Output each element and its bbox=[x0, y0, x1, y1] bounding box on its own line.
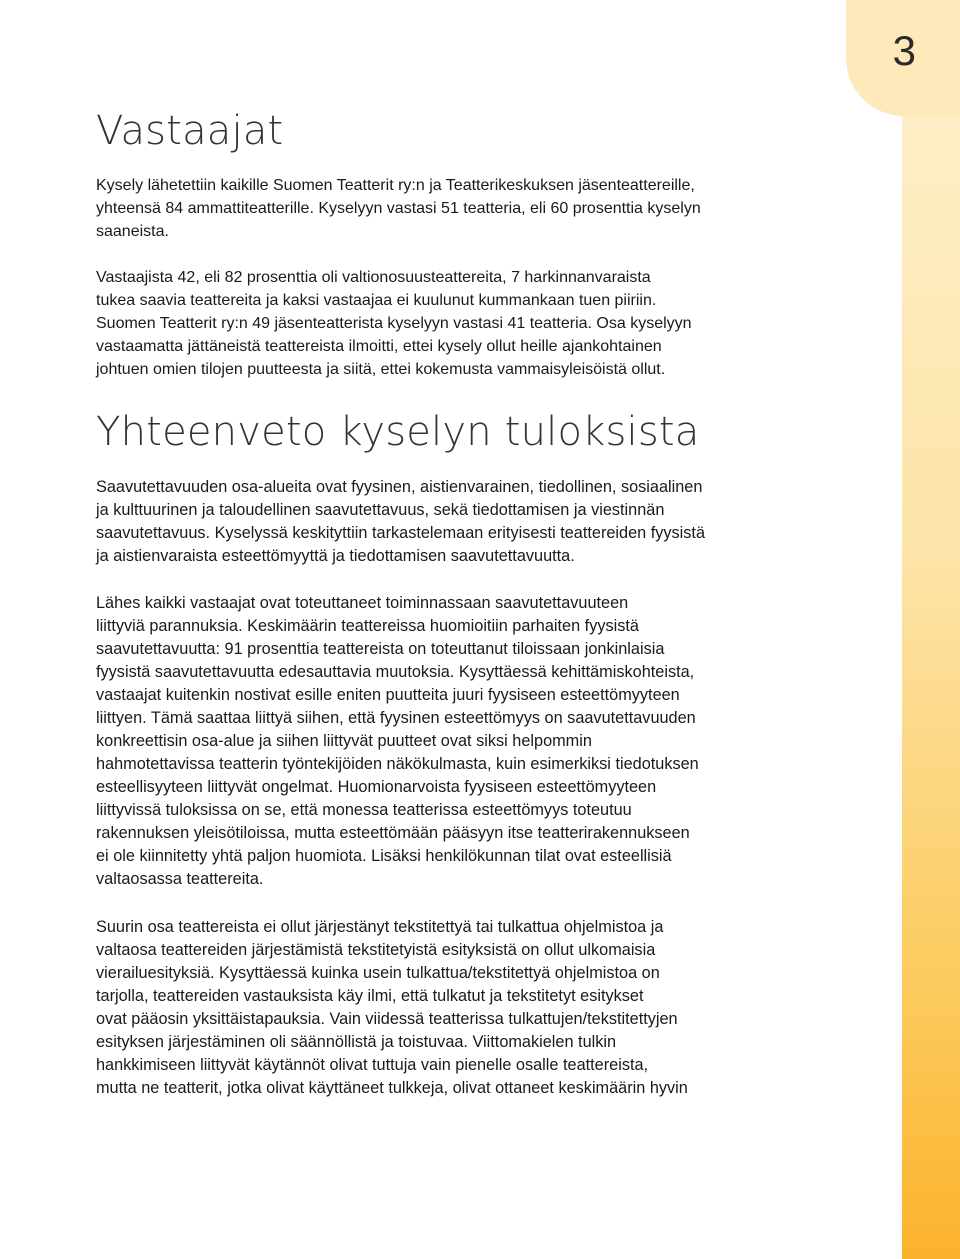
text-line: Suurin osa teattereista ei ollut järjestänyt tekstitettyä tai tulkattua ohjelmistoa ja bbox=[96, 918, 664, 936]
decorative-side-strip bbox=[902, 0, 960, 1259]
page-number: 3 bbox=[892, 27, 916, 74]
text-line: valtaosa teattereiden järjestämistä tekstitetyistä esityksistä on ollut ulkomaisia bbox=[96, 941, 656, 959]
section-heading-yhteenveto: Yhteenveto kyselyn tuloksista bbox=[96, 409, 700, 455]
text-line: saavutettavuutta: 91 prosenttia teattereista on toteuttanut tiloissaan jonkinlaisia bbox=[96, 640, 665, 658]
text-line: Kysely lähetettiin kaikille Suomen Teatterit ry:n ja Teatterikeskuksen jäsenteattereille, bbox=[96, 177, 695, 194]
text-line: johtuen omien tilojen puutteesta ja siitä, ettei kokemusta vammaisyleisöistä ollut. bbox=[96, 361, 666, 378]
text-line: hahmotettavissa teatterin työntekijöiden näkökulmasta, kuin esimerkiksi tiedotuksen bbox=[96, 755, 699, 773]
text-line: esityksen järjestäminen oli säännöllistä ja toistuvaa. Viittomakielen tulkin bbox=[96, 1033, 617, 1051]
text-line: saaneista. bbox=[96, 223, 169, 240]
text-line: liittyviä parannuksia. Keskimäärin teattereissa huomioitiin parhaiten fyysistä bbox=[96, 617, 639, 635]
text-line: ja kulttuurinen ja taloudellinen saavutettavuus, sekä tiedottamisen ja viestinnän bbox=[96, 501, 665, 519]
text-line: fyysistä saavutettavuutta edesauttavia muutoksia. Kysyttäessä kehittämiskohteista, bbox=[96, 663, 695, 681]
text-line: saavutettavuus. Kyselyssä keskityttiin tarkastelemaan erityisesti teattereiden fyysistä bbox=[96, 524, 706, 542]
text-line: rakennuksen yleisötiloissa, mutta esteettömään pääsyyn itse teatterirakennukseen bbox=[96, 824, 690, 842]
text-line: Saavutettavuuden osa-alueita ovat fyysinen, aistienvarainen, tiedollinen, sosiaalinen bbox=[96, 478, 703, 496]
text-line: valtaosassa teattereita. bbox=[96, 870, 264, 888]
paragraph-yhteenveto-3 bbox=[96, 916, 776, 1100]
text-line: vastaajat kuitenkin nostivat esille eniten puutteita juuri fyysiseen esteettömyyteen bbox=[96, 686, 680, 704]
paragraph-vastaajat-1 bbox=[96, 174, 786, 243]
text-line: mutta ne teatterit, jotka olivat käyttäneet tulkkeja, olivat ottaneet keskimäärin hyvin bbox=[96, 1079, 688, 1097]
text-line: ei ole kiinnitetty yhtä paljon huomiota. Lisäksi henkilökunnan tilat ovat esteellisiä bbox=[96, 847, 672, 865]
paragraph-yhteenveto-2 bbox=[96, 592, 776, 891]
text-line: Lähes kaikki vastaajat ovat toteuttaneet toiminnassaan saavutettavuuteen bbox=[96, 594, 629, 612]
section-heading-vastaajat: Vastaajat bbox=[96, 108, 284, 154]
text-line: liittyvissä tuloksissa on se, että monessa teatterissa esteettömyys toteutuu bbox=[96, 801, 632, 819]
text-line: esteellisyyteen liittyvät ongelmat. Huomionarvoista fyysiseen esteettömyyteen bbox=[96, 778, 657, 796]
paragraph-yhteenveto-1 bbox=[96, 476, 776, 568]
text-line: ovat pääosin yksittäistapauksia. Vain viidessä teatterissa tulkattujen/tekstitettyjen bbox=[96, 1010, 678, 1028]
text-line: liittyen. Tämä saattaa liittyä siihen, että fyysinen esteettömyys on saavutettavuuden bbox=[96, 709, 696, 727]
text-line: tarjolla, teattereiden vastauksista käy ilmi, että tulkatut ja tekstitetyt esitykset bbox=[96, 987, 644, 1005]
text-line: tukea saavia teattereita ja kaksi vastaajaa ei kuulunut kummankaan tuen piiriin. bbox=[96, 292, 657, 309]
text-line: konkreettisin osa-alue ja siihen liittyvät puutteet ovat siksi helpommin bbox=[96, 732, 592, 750]
text-line: Suomen Teatterit ry:n 49 jäsenteatterista kyselyyn vastasi 41 teatteria. Osa kyselyyn bbox=[96, 315, 692, 332]
text-line: vastaamatta jättäneistä teattereista ilmoitti, ettei kysely ollut heille ajankohtainen bbox=[96, 338, 662, 355]
paragraph-vastaajat-2 bbox=[96, 266, 786, 381]
text-line: vierailuesityksiä. Kysyttäessä kuinka usein tulkattua/tekstitettyä ohjelmistoa on bbox=[96, 964, 660, 982]
text-line: yhteensä 84 ammattiteatterille. Kyselyyn vastasi 51 teatteria, eli 60 prosenttia kyselyn bbox=[96, 200, 701, 217]
text-line: ja aistienvaraista esteettömyyttä ja tiedottamisen saavutettavuutta. bbox=[96, 547, 575, 565]
text-line: Vastaajista 42, eli 82 prosenttia oli valtionosuusteattereita, 7 harkinnanvaraista bbox=[96, 269, 651, 286]
text-line: hankkimiseen liittyvät käytännöt olivat tuttuja vain pienelle osalle teattereista, bbox=[96, 1056, 649, 1074]
